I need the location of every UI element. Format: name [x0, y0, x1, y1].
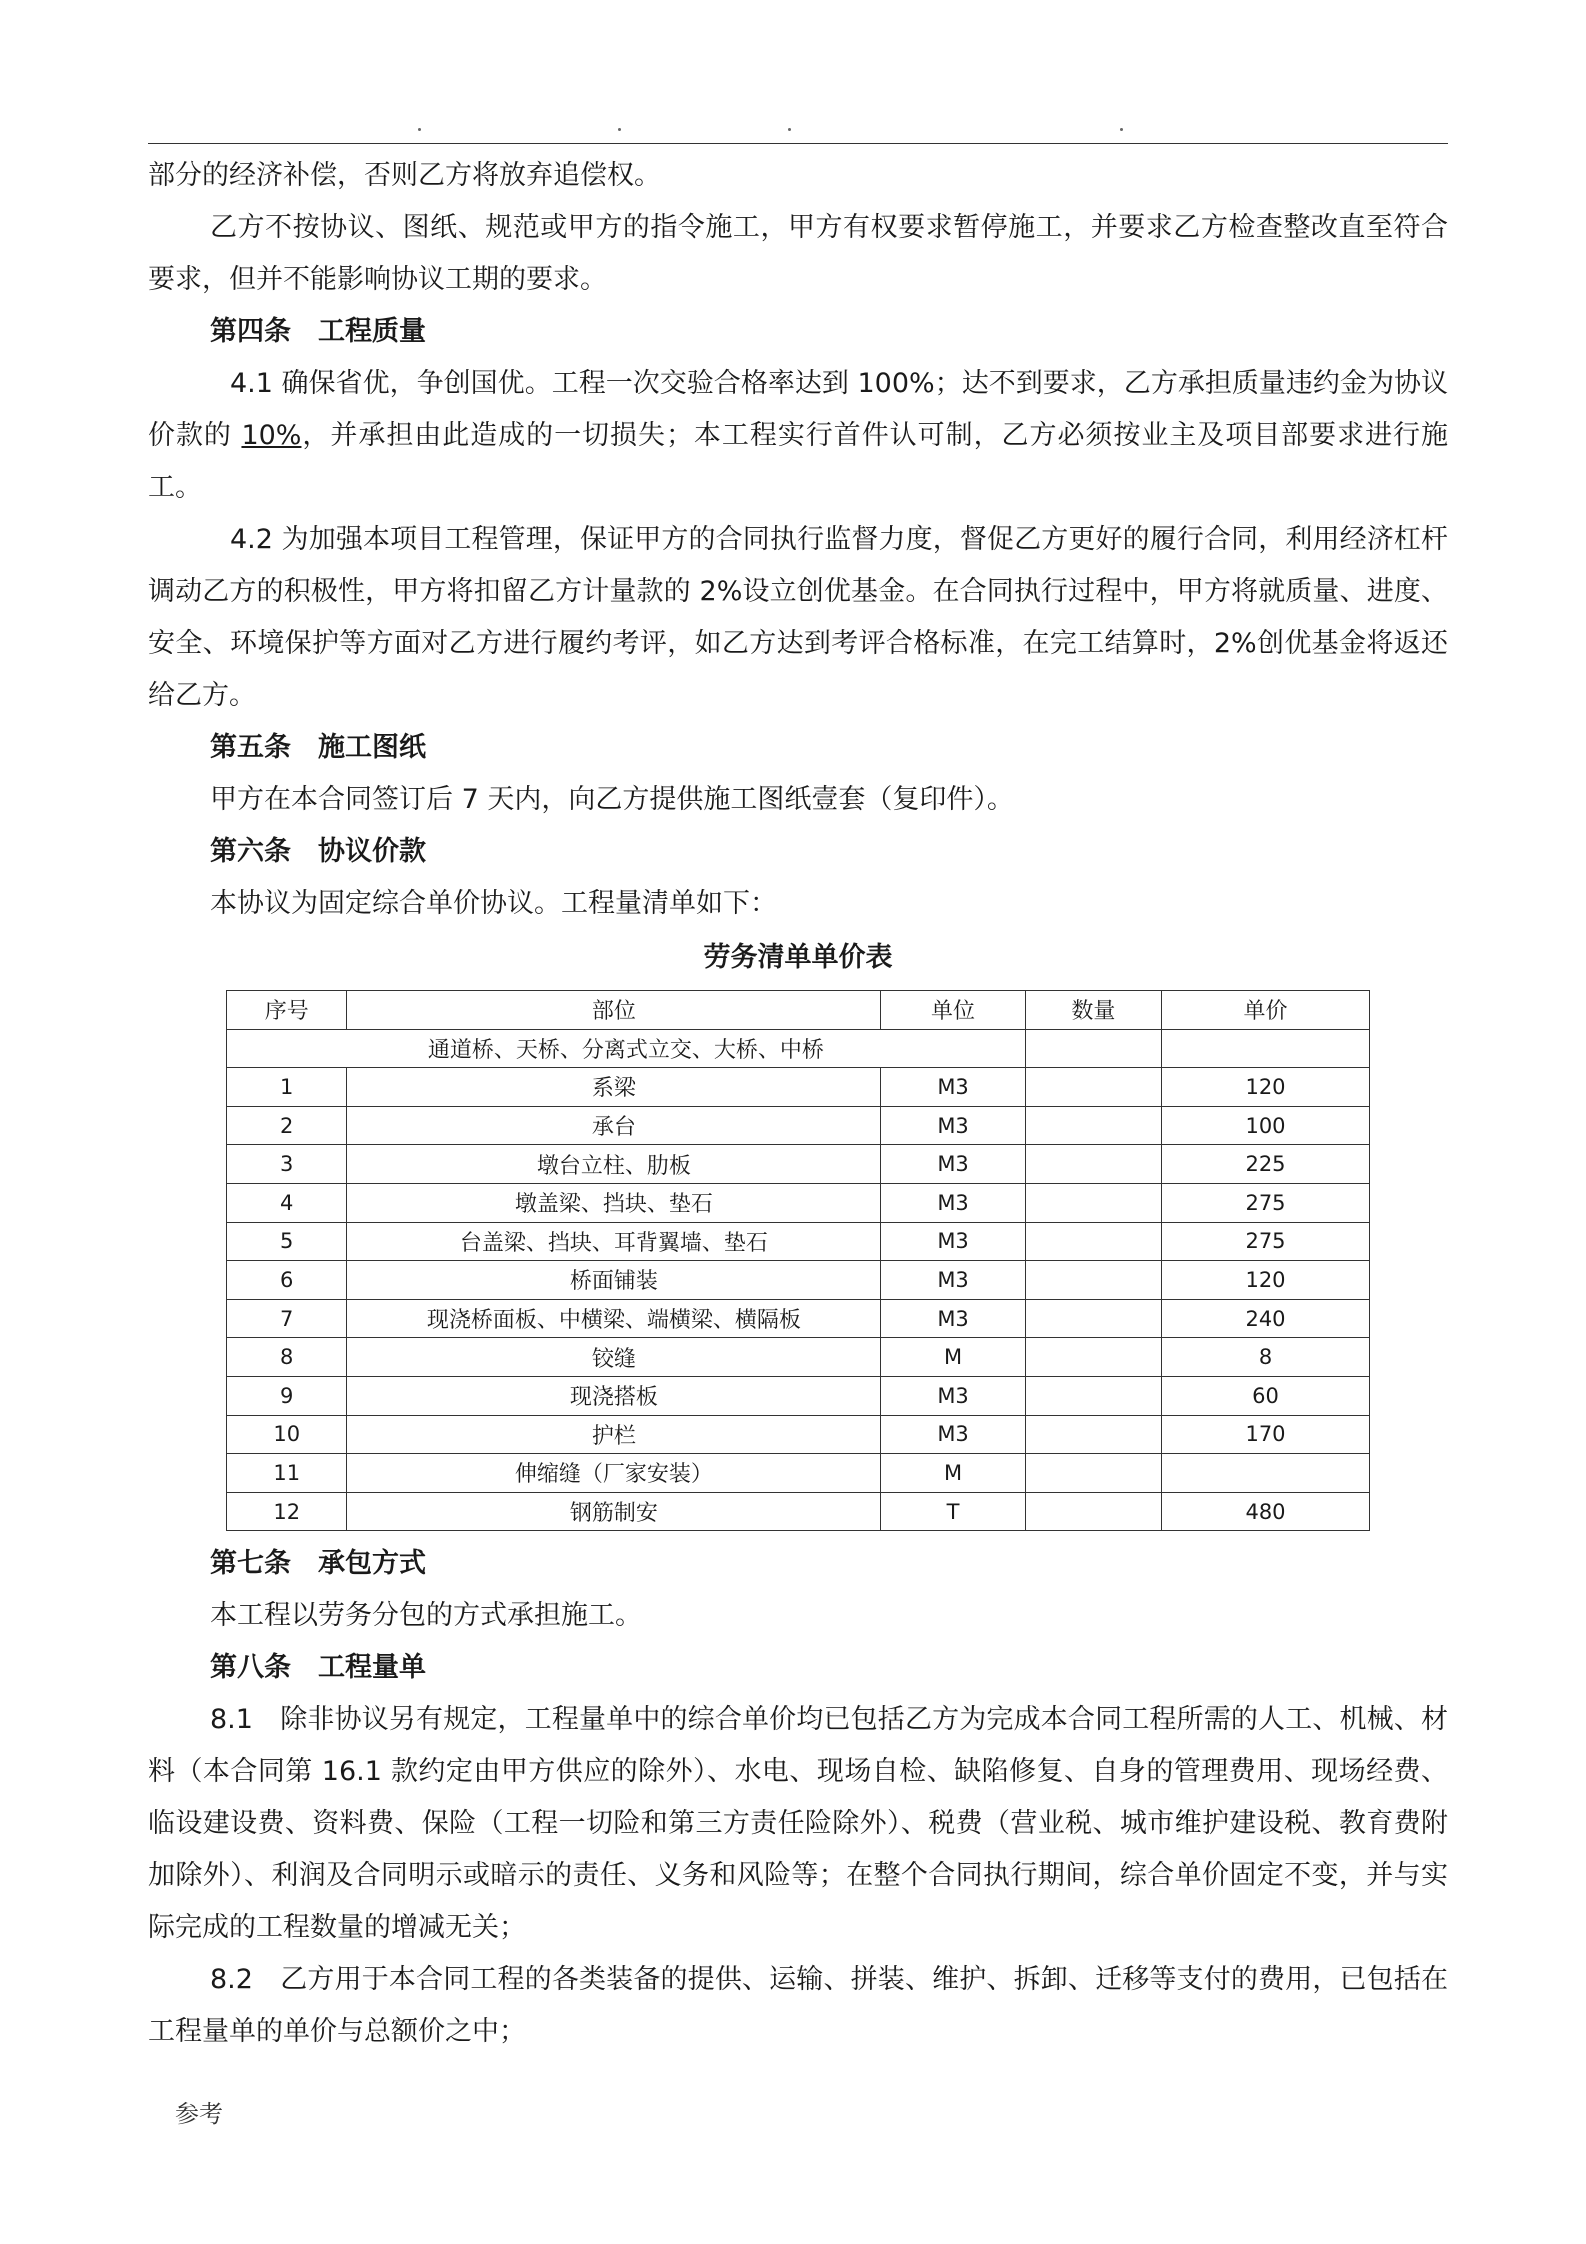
- row-no: 1: [227, 1068, 347, 1107]
- row-part: 现浇搭板: [347, 1376, 881, 1415]
- header-price: 单价: [1162, 991, 1370, 1030]
- row-price: 100: [1162, 1106, 1370, 1145]
- row-part: 铰缝: [347, 1338, 881, 1377]
- section-heading-8: 第八条 工程量单: [210, 1652, 426, 1683]
- table-row: [227, 1415, 1370, 1454]
- row-part: 现浇桥面板、中横梁、端横梁、横隔板: [347, 1299, 881, 1338]
- row-unit: M3: [881, 1376, 1025, 1415]
- body-bottom: [148, 1538, 1448, 2058]
- row-no: 9: [227, 1376, 347, 1415]
- paragraph-4-2: 4.2 为加强本项目工程管理，保证甲方的合同执行监督力度，督促乙方更好的履行合同，利用经济杠杆调动乙方的积极性，甲方将扣留乙方计量款的 2%设立创优基金。在合同执行过程中，甲方将就质量、进度、安全、环境保护等方面对乙方进行履约考评，如乙方达到考评合格标准，在完工结算时，2%创优基金将返还给乙方。: [148, 524, 1448, 711]
- group-price: [1162, 1029, 1370, 1068]
- section-heading-6: 第六条 协议价款: [210, 836, 426, 867]
- row-price: 240: [1162, 1299, 1370, 1338]
- row-unit: M3: [881, 1415, 1025, 1454]
- table-row: [227, 1068, 1370, 1107]
- row-price: 60: [1162, 1376, 1370, 1415]
- row-unit: M3: [881, 1183, 1025, 1222]
- row-part: 墩盖梁、挡块、垫石: [347, 1183, 881, 1222]
- paragraph-8-1: 8.1 除非协议另有规定，工程量单中的综合单价均已包括乙方为完成本合同工程所需的人工、机械、材料（本合同第 16.1 款约定由甲方供应的除外）、水电、现场自检、缺陷修复、自身的管理费用、现场经费、临设建设费、资料费、保险（工程一切险和第三方责任险除外）、税费（营业税、城市维护建设税、教育费附加除外）、利润及合同明示或暗示的责任、义务和风险等；在整个合同执行期间，综合单价固定不变，并与实际完成的工程数量的增减无关；: [148, 1704, 1448, 1943]
- row-price: 120: [1162, 1261, 1370, 1300]
- row-price: 275: [1162, 1183, 1370, 1222]
- table-row: [227, 1492, 1370, 1531]
- row-part: 护栏: [347, 1415, 881, 1454]
- table-group-row: [227, 1029, 1370, 1068]
- row-price: [1162, 1454, 1370, 1493]
- row-no: 11: [227, 1454, 347, 1493]
- header-rule: [148, 143, 1448, 144]
- row-unit: M3: [881, 1068, 1025, 1107]
- row-price: 8: [1162, 1338, 1370, 1377]
- group-label: 通道桥、天桥、分离式立交、大桥、中桥: [227, 1029, 1026, 1068]
- table-row: [227, 1222, 1370, 1261]
- paragraph-continued: 部分的经济补偿，否则乙方将放弃追偿权。: [148, 160, 661, 191]
- row-no: 8: [227, 1338, 347, 1377]
- table-row: [227, 1106, 1370, 1145]
- row-no: 2: [227, 1106, 347, 1145]
- header-part: 部位: [347, 991, 881, 1030]
- row-price: 120: [1162, 1068, 1370, 1107]
- header-qty: 数量: [1025, 991, 1161, 1030]
- row-qty: [1025, 1183, 1161, 1222]
- row-qty: [1025, 1145, 1161, 1184]
- section-heading-5: 第五条 施工图纸: [210, 732, 426, 763]
- page-footer: 参考: [175, 2100, 223, 2128]
- row-qty: [1025, 1376, 1161, 1415]
- row-qty: [1025, 1068, 1161, 1107]
- paragraph-5: 甲方在本合同签订后 7 天内，向乙方提供施工图纸壹套（复印件）。: [210, 784, 1014, 815]
- row-part: 承台: [347, 1106, 881, 1145]
- section-heading-7: 第七条 承包方式: [210, 1548, 426, 1579]
- table-row: [227, 1183, 1370, 1222]
- row-no: 3: [227, 1145, 347, 1184]
- row-part: 墩台立柱、肋板: [347, 1145, 881, 1184]
- row-unit: M3: [881, 1106, 1025, 1145]
- header-dot: [788, 128, 791, 131]
- header-unit: 单位: [881, 991, 1025, 1030]
- row-no: 12: [227, 1492, 347, 1531]
- row-price: 170: [1162, 1415, 1370, 1454]
- row-qty: [1025, 1222, 1161, 1261]
- header-dot: [618, 128, 621, 131]
- row-qty: [1025, 1492, 1161, 1531]
- row-no: 5: [227, 1222, 347, 1261]
- table-row: [227, 1145, 1370, 1184]
- row-part: 台盖梁、挡块、耳背翼墙、垫石: [347, 1222, 881, 1261]
- section-heading-4: 第四条 工程质量: [210, 316, 426, 347]
- header-dot: [1120, 128, 1123, 131]
- row-unit: M3: [881, 1222, 1025, 1261]
- paragraph-7: 本工程以劳务分包的方式承担施工。: [210, 1600, 642, 1631]
- row-no: 6: [227, 1261, 347, 1300]
- price-table: [226, 990, 1370, 1531]
- row-part: 桥面铺装: [347, 1261, 881, 1300]
- row-unit: T: [881, 1492, 1025, 1531]
- row-part: 伸缩缝（厂家安装）: [347, 1454, 881, 1493]
- table-header-row: [227, 991, 1370, 1030]
- body-top: [148, 150, 1448, 986]
- header-dot: [418, 128, 421, 131]
- row-unit: M3: [881, 1299, 1025, 1338]
- paragraph-8-2: 8.2 乙方用于本合同工程的各类装备的提供、运输、拼装、维护、拆卸、迁移等支付的费用，已包括在工程量单的单价与总额价之中；: [148, 1964, 1448, 2047]
- row-price: 275: [1162, 1222, 1370, 1261]
- row-qty: [1025, 1261, 1161, 1300]
- row-unit: M: [881, 1454, 1025, 1493]
- header-no: 序号: [227, 991, 347, 1030]
- paragraph-6: 本协议为固定综合单价协议。工程量清单如下：: [210, 888, 777, 919]
- table-row: [227, 1338, 1370, 1377]
- row-qty: [1025, 1415, 1161, 1454]
- table-row: [227, 1261, 1370, 1300]
- paragraph-4-1-a: 4.1 确保省优，争创国优。工程一次交验合格率达到 100%；达不到要求，乙方承担质量违约金为协议价款的: [148, 368, 1448, 451]
- row-no: 4: [227, 1183, 347, 1222]
- paragraph-instructions: 乙方不按协议、图纸、规范或甲方的指令施工，甲方有权要求暂停施工，并要求乙方检查整改直至符合要求，但并不能影响协议工期的要求。: [148, 212, 1448, 295]
- row-price: 480: [1162, 1492, 1370, 1531]
- penalty-rate: 10%: [241, 420, 302, 451]
- row-unit: M3: [881, 1145, 1025, 1184]
- table-row: [227, 1299, 1370, 1338]
- row-unit: M3: [881, 1261, 1025, 1300]
- table-row: [227, 1454, 1370, 1493]
- row-no: 7: [227, 1299, 347, 1338]
- row-qty: [1025, 1338, 1161, 1377]
- table-row: [227, 1376, 1370, 1415]
- row-qty: [1025, 1299, 1161, 1338]
- row-part: 系梁: [347, 1068, 881, 1107]
- row-qty: [1025, 1454, 1161, 1493]
- paragraph-4-1: [148, 358, 1448, 514]
- table-title: 劳务清单单价表: [703, 942, 893, 973]
- paragraph-4-1-b: ，并承担由此造成的一切损失；本工程实行首件认可制，乙方必须按业主及项目部要求进行施工。: [148, 420, 1449, 503]
- row-qty: [1025, 1106, 1161, 1145]
- row-unit: M: [881, 1338, 1025, 1377]
- group-qty: [1025, 1029, 1161, 1068]
- row-price: 225: [1162, 1145, 1370, 1184]
- row-no: 10: [227, 1415, 347, 1454]
- row-part: 钢筋制安: [347, 1492, 881, 1531]
